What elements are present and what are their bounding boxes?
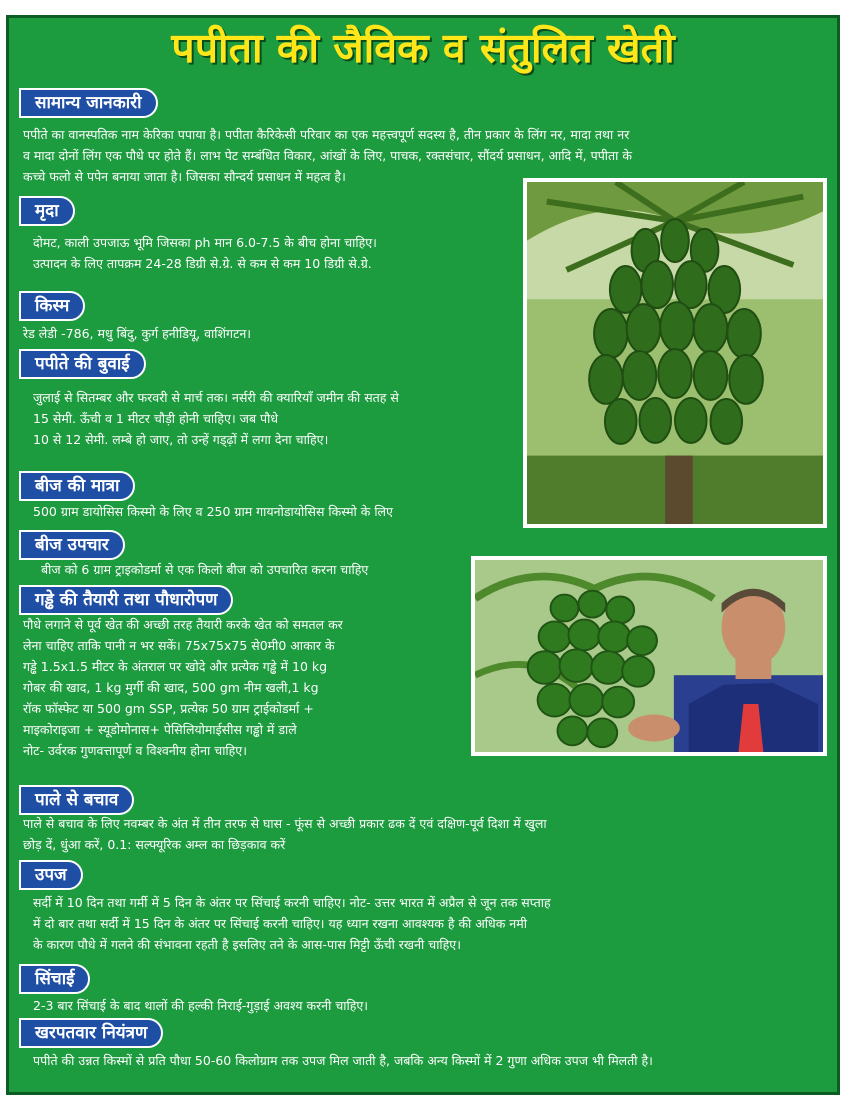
- pit-preparation-text: [23, 614, 343, 761]
- text-line: पाले से बचाव के लिए नवम्बर के अंत में तीन तरफ से घास - फूंस से अच्छी प्रकार ढक दें एवं दक्षिण-पूर्व दिशा में खुला: [23, 816, 547, 831]
- heading-pit-preparation: गड्ढे की तैयारी तथा पौधारोपण: [19, 585, 233, 615]
- heading-sowing: पपीते की बुवाई: [19, 349, 146, 379]
- heading-seed-quantity: बीज की मात्रा: [19, 471, 135, 501]
- text-line: बीज को 6 ग्राम ट्राइकोडर्मा से एक किलो बीज को उपचारित करना चाहिए: [41, 562, 369, 577]
- yield-text: [33, 892, 551, 955]
- text-line: रॉक फॉस्फेट या 500 gm SSP, प्रत्येक 50 ग्राम ट्राईकोडर्मा +: [23, 701, 314, 716]
- text-line: 10 से 12 सेमी. लम्बे हो जाए, तो उन्हें गड्ढ़ों में लगा देना चाहिए।: [33, 432, 329, 447]
- weed-control-text: [33, 1050, 653, 1071]
- text-line: जुलाई से सितम्बर और फरवरी से मार्च तक। नर्सरी की क्यारियाँ जमीन की सतह से: [33, 390, 399, 405]
- poster: [6, 15, 840, 1095]
- irrigation-text: [33, 995, 368, 1016]
- heading-frost-protection: पाले से बचाव: [19, 785, 134, 815]
- heading-irrigation: सिंचाई: [19, 964, 90, 994]
- text-line: उत्पादन के लिए तापक्रम 24-28 डिग्री से.ग्रे. से कम से कम 10 डिग्री से.ग्रे.: [33, 256, 372, 271]
- text-line: नोट- उर्वरक गुणवत्तापूर्ण व विश्वनीय होना चाहिए।: [23, 743, 247, 758]
- text-line: सर्दी में 10 दिन तथा गर्मी में 5 दिन के अंतर पर सिंचाई करनी चाहिए। नोट- उत्तर भारत में अप्रैल से जून तक सप्ताह: [33, 895, 551, 910]
- variety-text: [23, 323, 251, 344]
- heading-soil: मृदा: [19, 196, 75, 226]
- text-line: 2-3 बार सिंचाई के बाद थालों की हल्की निराई-गुड़ाई अवश्य करनी चाहिए।: [33, 998, 369, 1013]
- text-line: व मादा दोनों लिंग एक पौधे पर होते हैं। लाभ पेट सम्बंधित विकार, आंखों के लिए, पाचक, रक्तसंचार, सौंदर्य प्रसाधन, आदि में, पपीता के: [23, 148, 632, 163]
- text-line: दोमट, काली उपजाऊ भूमि जिसका ph मान 6.0-7.5 के बीच होना चाहिए।: [33, 235, 377, 250]
- farmer-papaya-illustration: [475, 560, 823, 752]
- text-line: के कारण पौधे में गलने की संभावना रहती है इसलिए तने के आस-पास मिट्टी ऊँची रखनी चाहिए।: [33, 937, 461, 952]
- soil-text: [33, 232, 377, 274]
- papaya-tree-photo: [523, 178, 827, 528]
- papaya-tree-illustration: [527, 182, 823, 524]
- farmer-papaya-photo: [471, 556, 827, 756]
- text-line: लेना चाहिए ताकि पानी न भर सकें। 75x75x75 से0मी0 आकार के: [23, 638, 335, 653]
- text-line: कच्चे फलो से पपेन बनाया जाता है। जिसका सौन्दर्य प्रसाधन में महत्व है।: [23, 169, 346, 184]
- sowing-text: [33, 387, 399, 450]
- text-line: गड्ढे 1.5x1.5 मीटर के अंतराल पर खोदे और प्रत्येक गड्ढे में 10 kg: [23, 659, 328, 674]
- text-line: रेड लेडी -786, मधु बिंदु, कुर्ग हनीडियू, वाशिंगटन।: [23, 326, 252, 341]
- heading-yield: उपज: [19, 860, 83, 890]
- frost-protection-text: [23, 813, 547, 855]
- text-line: 500 ग्राम डायोसिस किस्मो के लिए व 250 ग्राम गायनोडायोसिस किस्मो के लिए: [33, 504, 393, 519]
- seed-quantity-text: [33, 501, 393, 522]
- text-line: गोबर की खाद, 1 kg मुर्गी की खाद, 500 gm नीम खली,1 kg: [23, 680, 319, 695]
- text-line: छोड़ दें, धुंआ करें, 0.1: सल्फ्यूरिक अम्ल का छिड़काव करें: [23, 837, 286, 852]
- text-line: में दो बार तथा सर्दी में 15 दिन के अंतर पर सिंचाई करनी चाहिए। यह ध्यान रखना आवश्यक है की अधिक नमी: [33, 916, 527, 931]
- text-line: माइकोराइजा + स्यूडोमोनास+ पेसिलियोमाईसीस गड्ढो में डाले: [23, 722, 297, 737]
- heading-variety: किस्म: [19, 291, 85, 321]
- heading-general-info: सामान्य जानकारी: [19, 88, 158, 118]
- text-line: पपीते का वानस्पतिक नाम केरिका पपाया है। पपीता कैरिकेसी परिवार का एक महत्त्वपूर्ण सदस्य है, तीन प्रकार के लिंग नर, मादा तथा नर: [23, 127, 630, 142]
- seed-treatment-text: [41, 559, 368, 580]
- page-title: पपीता की जैविक व संतुलित खेती: [171, 24, 675, 72]
- heading-weed-control: खरपतवार नियंत्रण: [19, 1018, 163, 1048]
- text-line: पपीते की उन्नत किस्मों से प्रति पौधा 50-60 किलोग्राम तक उपज मिल जाती है, जबकि अन्य किस्मों में 2 गुणा अधिक उपज भी मिलती है।: [33, 1053, 653, 1068]
- text-line: पौधे लगाने से पूर्व खेत की अच्छी तरह तैयारी करके खेत को समतल कर: [23, 617, 343, 632]
- heading-seed-treatment: बीज उपचार: [19, 530, 125, 560]
- text-line: 15 सेमी. ऊँची व 1 मीटर चौड़ी होनी चाहिए। जब पौधे: [33, 411, 279, 426]
